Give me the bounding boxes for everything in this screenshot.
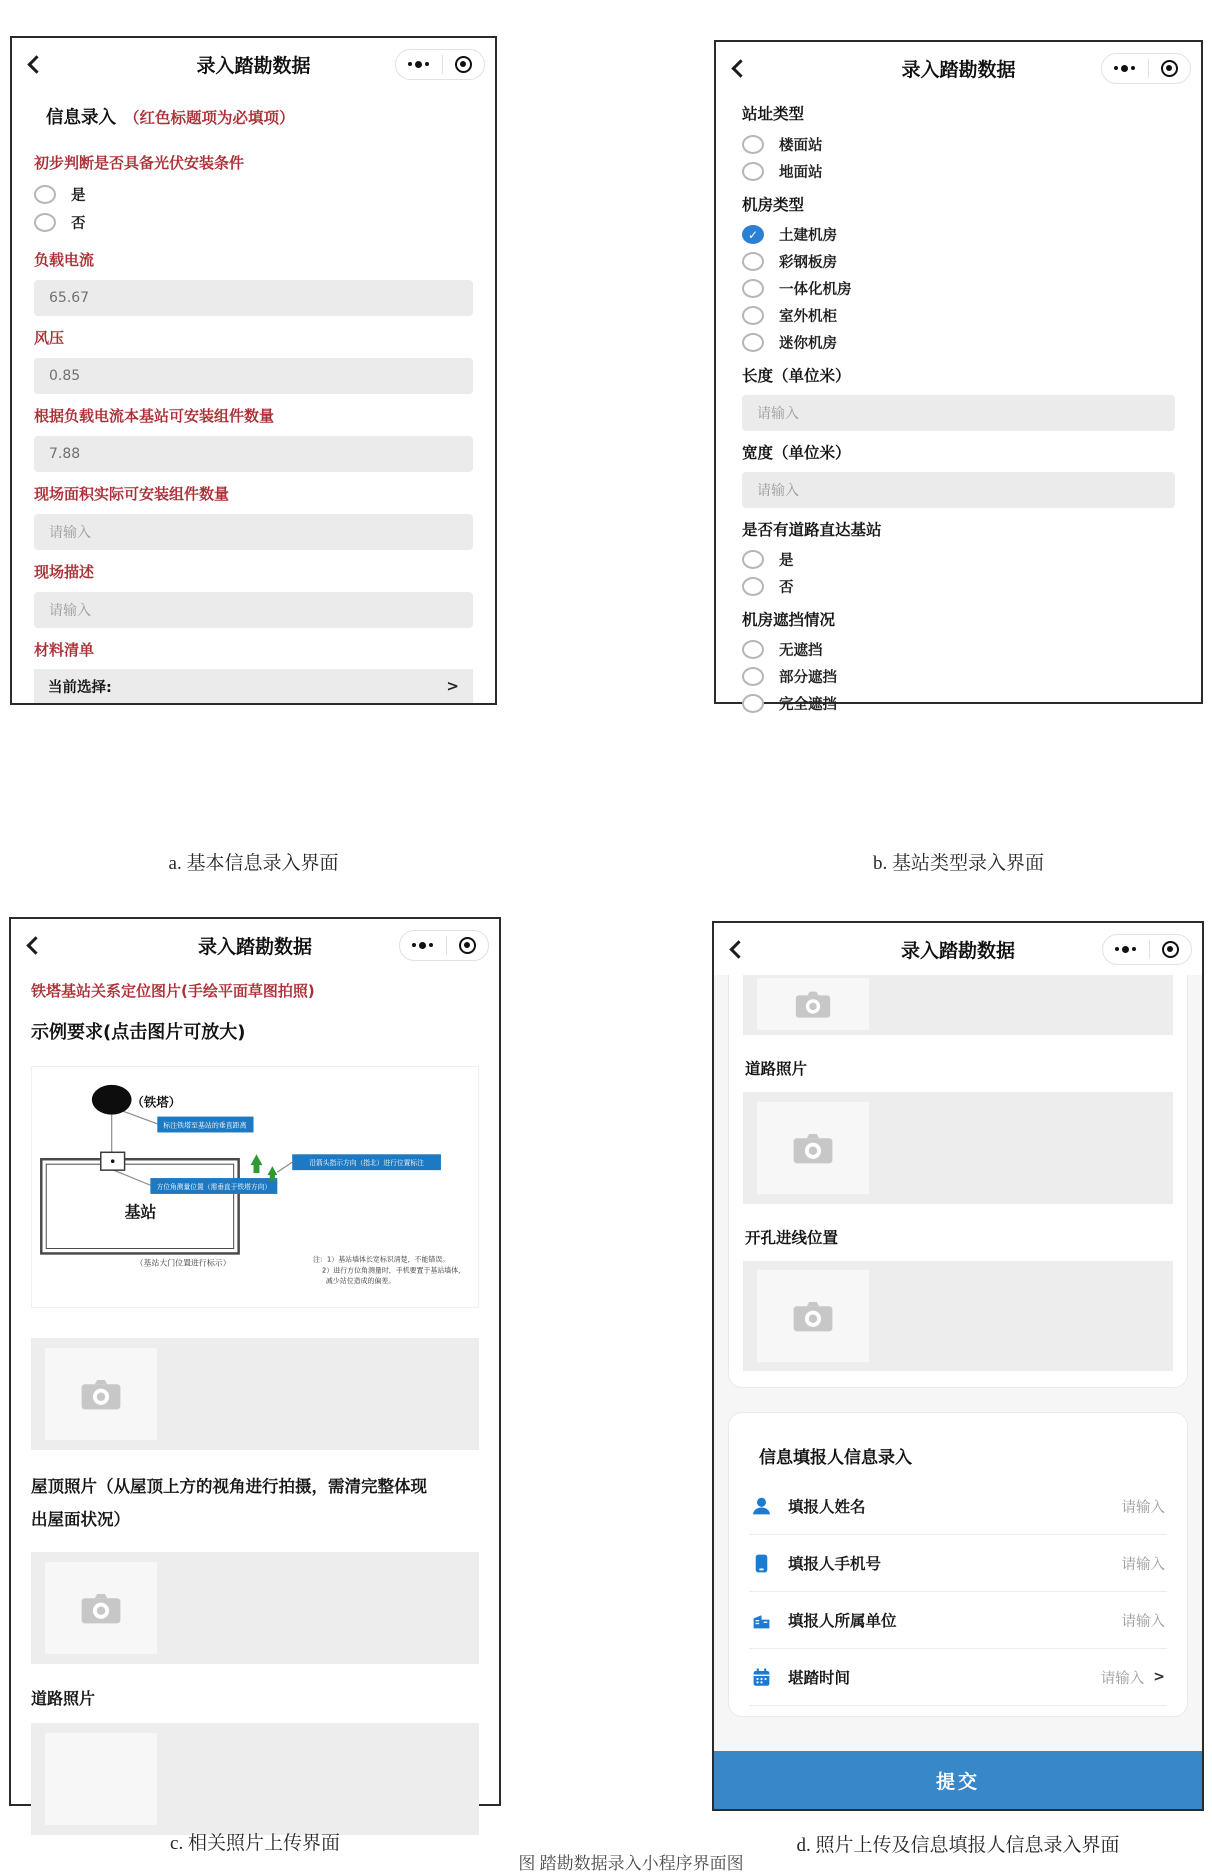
capsule-divider (1149, 940, 1150, 959)
field-label-material-list: 材料清单 (34, 641, 95, 659)
reporter-phone-input[interactable]: 请输入 (1121, 1556, 1165, 1573)
miniprogram-capsule (1101, 53, 1191, 84)
gate-note: （基站大门位置进行标示） (135, 1258, 231, 1268)
radio-icon[interactable] (742, 333, 764, 352)
radio-option-full-shading[interactable]: 完全遮挡 (742, 692, 1175, 715)
back-icon[interactable] (729, 940, 747, 958)
note-line-2: 2）进行方位角测量时，手机要置于基站墙体， (321, 1266, 466, 1275)
chevron-right-icon: > (446, 677, 459, 695)
figure-caption-b: b. 基站类型录入界面 (872, 853, 1044, 874)
photo-upload-area[interactable] (743, 975, 1173, 1035)
reporter-info-card (728, 1412, 1188, 1717)
roof-photo-upload-area[interactable] (31, 1552, 479, 1664)
field-label-pv-condition: 初步判断是否具备光伏安装条件 (34, 154, 245, 172)
field-label-load-current: 负载电流 (34, 251, 95, 269)
radio-icon[interactable] (742, 577, 764, 596)
sketch-photo-upload-area[interactable] (31, 1338, 479, 1450)
cropped-bottom-caption: 图 踏勘数据录入小程序界面图 (518, 1854, 744, 1873)
radio-option-integrated-room[interactable]: 一体化机房 (742, 277, 1175, 300)
modules-by-current-input[interactable]: 7.88 (34, 436, 473, 472)
reporter-card-title: 信息填报人信息录入 (759, 1448, 912, 1468)
camera-upload-button[interactable] (45, 1733, 157, 1825)
radio-icon[interactable] (742, 135, 764, 154)
field-label-wind-pressure: 风压 (34, 329, 65, 347)
tower-label: （铁塔） (131, 1094, 182, 1110)
page-title: 录入踏勘数据 (196, 54, 311, 77)
section-title: 信息录入 (46, 108, 116, 128)
field-label-site-description: 现场描述 (34, 563, 95, 581)
radio-icon[interactable] (742, 640, 764, 659)
calendar-icon (751, 1667, 772, 1688)
radio-icon[interactable] (34, 185, 56, 204)
note-line-3: 减少站位造成的偏差。 (325, 1277, 396, 1286)
screen-reporter-info (712, 921, 1204, 1811)
radio-icon[interactable] (742, 162, 764, 181)
submit-button[interactable]: 提交 (714, 1751, 1202, 1809)
field-label-modules-by-area: 现场面积实际可安装组件数量 (34, 485, 230, 503)
radio-icon[interactable] (742, 279, 764, 298)
reporter-unit-row[interactable]: 填报人所属单位 请输入 (749, 1592, 1167, 1649)
camera-upload-button[interactable] (757, 978, 869, 1030)
camera-icon (794, 989, 832, 1019)
callout-azimuth-label: 方位角测量位置（需垂直于铁塔方向） (156, 1182, 272, 1191)
nav-bar (714, 923, 1202, 975)
field-label-width: 宽度（单位米） (742, 444, 851, 462)
cable-entry-upload-area[interactable] (743, 1261, 1173, 1371)
radio-option-steel-room[interactable]: 彩钢板房 (742, 250, 1175, 273)
radio-option-outdoor-cabinet[interactable]: 室外机柜 (742, 304, 1175, 327)
camera-icon (80, 1377, 122, 1411)
figure-caption-c: c. 相关照片上传界面 (170, 1833, 340, 1854)
reporter-name-input[interactable]: 请输入 (1121, 1499, 1165, 1516)
capsule-divider (442, 55, 443, 74)
cable-entry-label: 开孔进线位置 (745, 1229, 839, 1247)
radio-option-no[interactable]: 否 (34, 211, 473, 234)
road-photo-label: 道路照片 (745, 1060, 808, 1078)
field-label-tower-sketch: 铁塔基站关系定位图片(手绘平面草图拍照) (31, 982, 315, 1000)
capsule-divider (446, 936, 447, 955)
radio-checked-icon[interactable]: ✓ (742, 225, 764, 244)
screen-station-type (714, 40, 1203, 713)
radio-icon[interactable] (742, 694, 764, 713)
tower-symbol (92, 1085, 132, 1115)
field-label-length: 长度（单位米） (742, 367, 851, 385)
group-label-site-type: 站址类型 (742, 105, 805, 123)
field-label-modules-by-current: 根据负载电流本基站可安装组件数量 (34, 407, 275, 425)
reporter-name-row[interactable]: 填报人姓名 请输入 (749, 1478, 1167, 1535)
reporter-phone-row[interactable]: 填报人手机号 请输入 (749, 1535, 1167, 1592)
callout-north-label: 沿箭头指示方向（指北）进行位置标注 (309, 1159, 424, 1168)
radio-icon[interactable] (742, 306, 764, 325)
group-label-shading: 机房遮挡情况 (742, 611, 836, 629)
length-input[interactable]: 请输入 (742, 395, 1175, 431)
more-icon[interactable] (408, 61, 429, 68)
figure-caption-d: d. 照片上传及信息填报人信息录入界面 (796, 1835, 1120, 1856)
example-sketch-image[interactable] (31, 1066, 479, 1308)
miniprogram-capsule (399, 930, 489, 961)
material-list-selector[interactable]: 当前选择: > (34, 669, 473, 703)
radio-option-partial-shading[interactable]: 部分遮挡 (742, 665, 1175, 688)
nav-bar (11, 919, 499, 971)
survey-time-input[interactable]: 请输入 (1100, 1670, 1145, 1687)
camera-icon (792, 1131, 834, 1165)
camera-upload-button[interactable] (45, 1348, 157, 1440)
radio-icon[interactable] (742, 252, 764, 271)
chevron-right-icon: > (1153, 1669, 1165, 1685)
camera-upload-button[interactable] (757, 1270, 869, 1362)
group-label-road-access: 是否有道路直达基站 (742, 521, 882, 539)
width-input[interactable]: 请输入 (742, 472, 1175, 508)
radio-option-no-shading[interactable]: 无遮挡 (742, 638, 1175, 661)
back-icon[interactable] (731, 59, 749, 77)
station-label: 基站 (124, 1202, 157, 1222)
radio-option-mini-room[interactable]: 迷你机房 (742, 331, 1175, 354)
site-description-input[interactable]: 请输入 (34, 592, 473, 628)
note-line-1: 注：1）基站墙体长宽标识清楚，不能错误。 (313, 1255, 450, 1264)
example-subtitle: 示例要求(点击图片可放大) (31, 1022, 246, 1043)
nav-bar (12, 38, 495, 90)
page-title: 录入踏勘数据 (900, 939, 1015, 962)
radio-option-yes[interactable]: 是 (34, 183, 473, 206)
group-label-room-type: 机房类型 (742, 196, 805, 214)
modules-by-area-input[interactable]: 请输入 (34, 514, 473, 550)
back-icon[interactable] (27, 55, 45, 73)
radio-option-road-no[interactable]: 否 (742, 575, 1175, 598)
exit-icon[interactable] (459, 937, 476, 954)
exit-icon[interactable] (455, 56, 472, 73)
screen-photo-upload (9, 917, 501, 1806)
radio-option-roof-station[interactable]: 楼面站 (742, 133, 1175, 156)
more-icon[interactable] (412, 942, 433, 949)
camera-icon (792, 1299, 834, 1333)
phone-icon (751, 1553, 772, 1574)
camera-upload-button[interactable] (45, 1562, 157, 1654)
building-icon (751, 1610, 772, 1631)
radio-icon[interactable] (34, 213, 56, 232)
page-title: 录入踏勘数据 (901, 58, 1016, 81)
exit-icon[interactable] (1161, 60, 1178, 77)
page-title: 录入踏勘数据 (197, 935, 312, 958)
road-photo-label: 道路照片 (31, 1689, 96, 1708)
road-photo-upload-area[interactable] (743, 1092, 1173, 1204)
load-current-input[interactable]: 65.67 (34, 280, 473, 316)
callout-distance-label: 标注铁塔至基站的垂直距离 (163, 1121, 247, 1130)
figure-caption-a: a. 基本信息录入界面 (168, 853, 339, 874)
radio-option-road-yes[interactable]: 是 (742, 548, 1175, 571)
back-icon[interactable] (26, 936, 44, 954)
survey-time-row[interactable]: 堪踏时间 请输入 > (749, 1649, 1167, 1706)
person-icon (751, 1496, 772, 1517)
miniprogram-capsule (395, 49, 485, 80)
screen-basic-info (10, 36, 497, 705)
camera-upload-button[interactable] (757, 1102, 869, 1194)
miniprogram-capsule (1102, 934, 1192, 965)
reporter-unit-input[interactable]: 请输入 (1121, 1613, 1165, 1630)
camera-icon (80, 1591, 122, 1625)
required-note: （红色标题项为必填项） (124, 109, 295, 127)
radio-option-civil-room[interactable]: ✓ 土建机房 (742, 223, 1175, 246)
wind-pressure-input[interactable]: 0.85 (34, 358, 473, 394)
roof-photo-label: 屋顶照片（从屋顶上方的视角进行拍摄，需清完整体现 出屋面状况） (31, 1477, 427, 1529)
exit-icon[interactable] (1162, 941, 1179, 958)
more-icon[interactable] (1115, 946, 1136, 953)
radio-icon[interactable] (742, 667, 764, 686)
photo-upload-card (728, 975, 1188, 1388)
north-arrow-icon (251, 1154, 278, 1181)
radio-icon[interactable] (742, 550, 764, 569)
capsule-divider (1148, 59, 1149, 78)
nav-bar (716, 42, 1201, 94)
road-photo-upload-area[interactable] (31, 1723, 479, 1835)
more-icon[interactable] (1114, 65, 1135, 72)
sketch-diagram (32, 1067, 478, 1307)
radio-option-ground-station[interactable]: 地面站 (742, 160, 1175, 183)
